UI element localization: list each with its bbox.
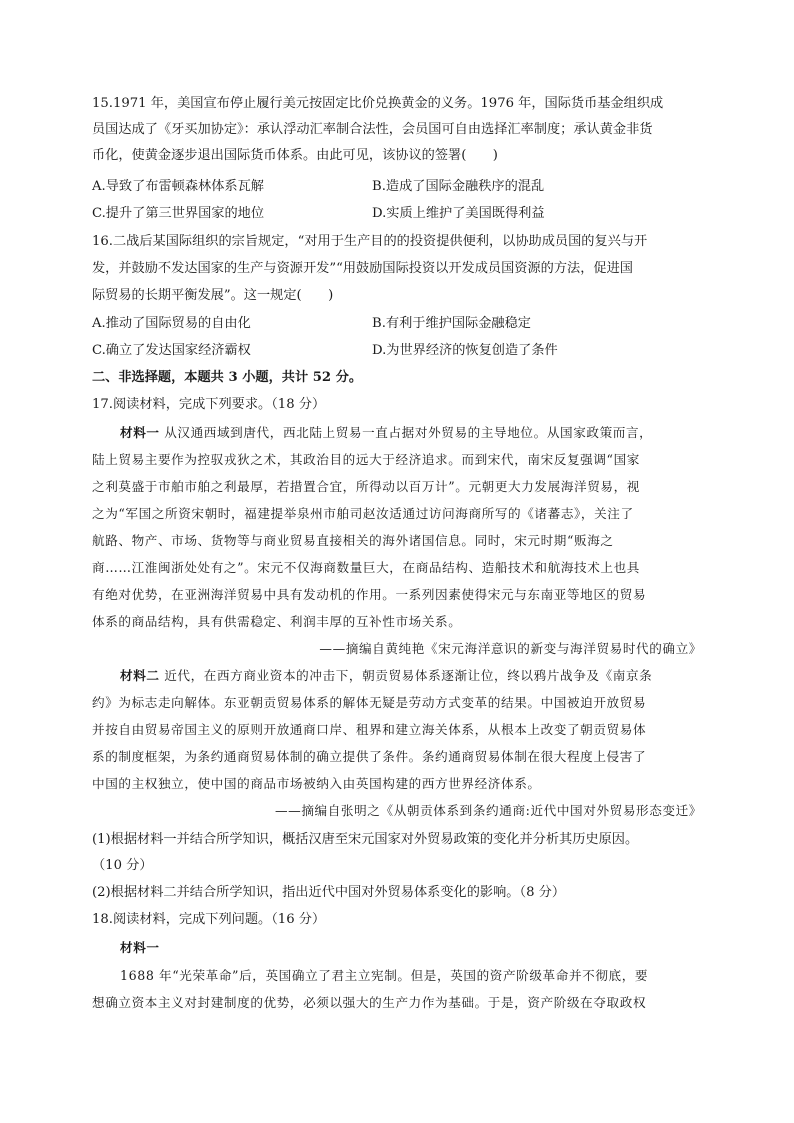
q17-material-2-line-4: 系的制度框架，为条约通商贸易体制的确立提供了条件。条约通商贸易体制在很大程度上侵害了 (92, 749, 647, 764)
q17-material-1-line-6: 商……江淮闽浙处处有之”。宋元不仅海商数量巨大，在商品结构、造船技术和航海技术上也具 (92, 560, 640, 575)
q15-line-3: 币化，使黄金逐步退出国际货币体系。由此可见，该协议的签署( ) (92, 148, 498, 163)
q17-material-1-line-5: 航路、物产、市场、货物等与商业贸易直接相关的海外诸国信息。同时，宋元时期“贩海之 (92, 533, 614, 548)
q18-material-1-label: 材料一 (120, 940, 160, 955)
q17-material-1-source: ——摘编自黄纯艳《宋元海洋意识的新变与海洋贸易时代的确立》 (319, 641, 702, 656)
q17-material-1-line-1: 材料一 从汉通西域到唐代，西北陆上贸易一直占据对外贸易的主导地位。从国家政策而言， (120, 425, 653, 440)
q17-subquestion-1: (1)根据材料一并结合所学知识，概括汉唐至宋元国家对外贸易政策的变化并分析其历史原因。 (92, 832, 639, 847)
q15-option-c: C.提升了第三世界国家的地位 (92, 206, 265, 221)
q16-line-3: 际贸易的长期平衡发展”。这一规定( ) (92, 288, 334, 303)
q17-material-2-line-5: 中国的主权独立，使中国的商品市场被纳入由英国构建的西方世界经济体系。 (92, 776, 541, 791)
q15-line-1: 15.1971 年，美国宣布停止履行美元按固定比价兑换黄金的义务。1976 年，国际货币基金组织成 (92, 96, 664, 111)
q17-material-2-line-1: 材料二 近代，在西方商业资本的冲击下，朝贡贸易体系逐渐让位，终以鸦片战争及《南京条 (120, 668, 653, 683)
q15-option-a: A.导致了布雷顿森林体系瓦解 (92, 179, 264, 194)
q16-option-b: B.有利于维护国际金融稳定 (372, 316, 531, 331)
q17-material-2-line-2: 约》为标志走向解体。东亚朝贡贸易体系的解体无疑是劳动方式变革的结果。中国被迫开放贸易 (92, 695, 647, 710)
q17-title: 17.阅读材料，完成下列要求。（18 分） (92, 397, 326, 412)
q17-subquestion-1-score: （10 分） (92, 858, 153, 873)
q17-material-2-source: ——摘编自张明之《从朝贡体系到条约通商:近代中国对外贸易形态变迁》 (274, 803, 702, 818)
q16-option-d: D.为世界经济的恢复创造了条件 (372, 343, 558, 358)
q17-material-1-line-4: 之为“军国之所资宋朝时，福建提举泉州市舶司赵汝适通过访问海商所写的《诸蕃志》，关注了 (92, 506, 634, 521)
q17-material-1-line-2: 陆上贸易主要作为控驭戎狄之术，其政治目的远大于经济追求。而到宋代，南宋反复强调“国家 (92, 452, 640, 467)
q16-line-1: 16.二战后某国际组织的宗旨规定，“对用于生产目的的投资提供便利，以协助成员国的复兴与开 (92, 234, 648, 249)
q16-line-2: 发，并鼓励不发达国家的生产与资源开发”“用鼓励国际投资以开发成员国资源的方法，促进国 (92, 261, 633, 276)
q17-subquestion-2: (2)根据材料二并结合所学知识，指出近代中国对外贸易体系变化的影响。（8 分） (92, 885, 566, 900)
q16-option-c: C.确立了发达国家经济霸权 (92, 343, 251, 358)
q17-material-2-line-3: 并按自由贸易帝国主义的原则开放通商口岸、租界和建立海关体系，从根本上改变了朝贡贸易体 (92, 722, 647, 737)
q18-title: 18.阅读材料，完成下列问题。（16 分） (92, 912, 326, 927)
section-heading: 二、非选择题，本题共 3 小题，共计 52 分。 (92, 370, 363, 385)
q17-material-1-line-8: 体系的商品结构，具有供需稳定、利润丰厚的互补性市场关系。 (92, 614, 462, 629)
material-label: 材料二 (120, 668, 160, 683)
q15-option-d: D.实质上维护了美国既得利益 (372, 206, 545, 221)
q17-material-1-line-7: 有绝对优势，在亚洲海洋贸易中具有发动机的作用。一系列因素使得宋元与东南亚等地区的贸易 (92, 587, 647, 602)
q16-option-a: A.推动了国际贸易的自由化 (92, 316, 251, 331)
q18-material-1-line-2: 想确立资本主义对封建制度的优势，必须以强大的生产力作为基础。于是，资产阶级在夺取政权 (92, 995, 647, 1010)
q17-material-1-line-3: 之利莫盛于市舶市舶之利最厚，若措置合宜，所得动以百万计”。元朝更大力发展海洋贸易，视 (92, 479, 640, 494)
q18-material-1-line-1: 1688 年“光荣革命”后，英国确立了君主立宪制。但是，英国的资产阶级革命并不彻底，要 (120, 968, 649, 983)
q15-option-b: B.造成了国际金融秩序的混乱 (372, 179, 545, 194)
q15-line-2: 员国达成了《牙买加协定》：承认浮动汇率制合法性，会员国可自由选择汇率制度；承认黄金非货 (92, 122, 653, 137)
material-label: 材料一 (120, 425, 160, 440)
